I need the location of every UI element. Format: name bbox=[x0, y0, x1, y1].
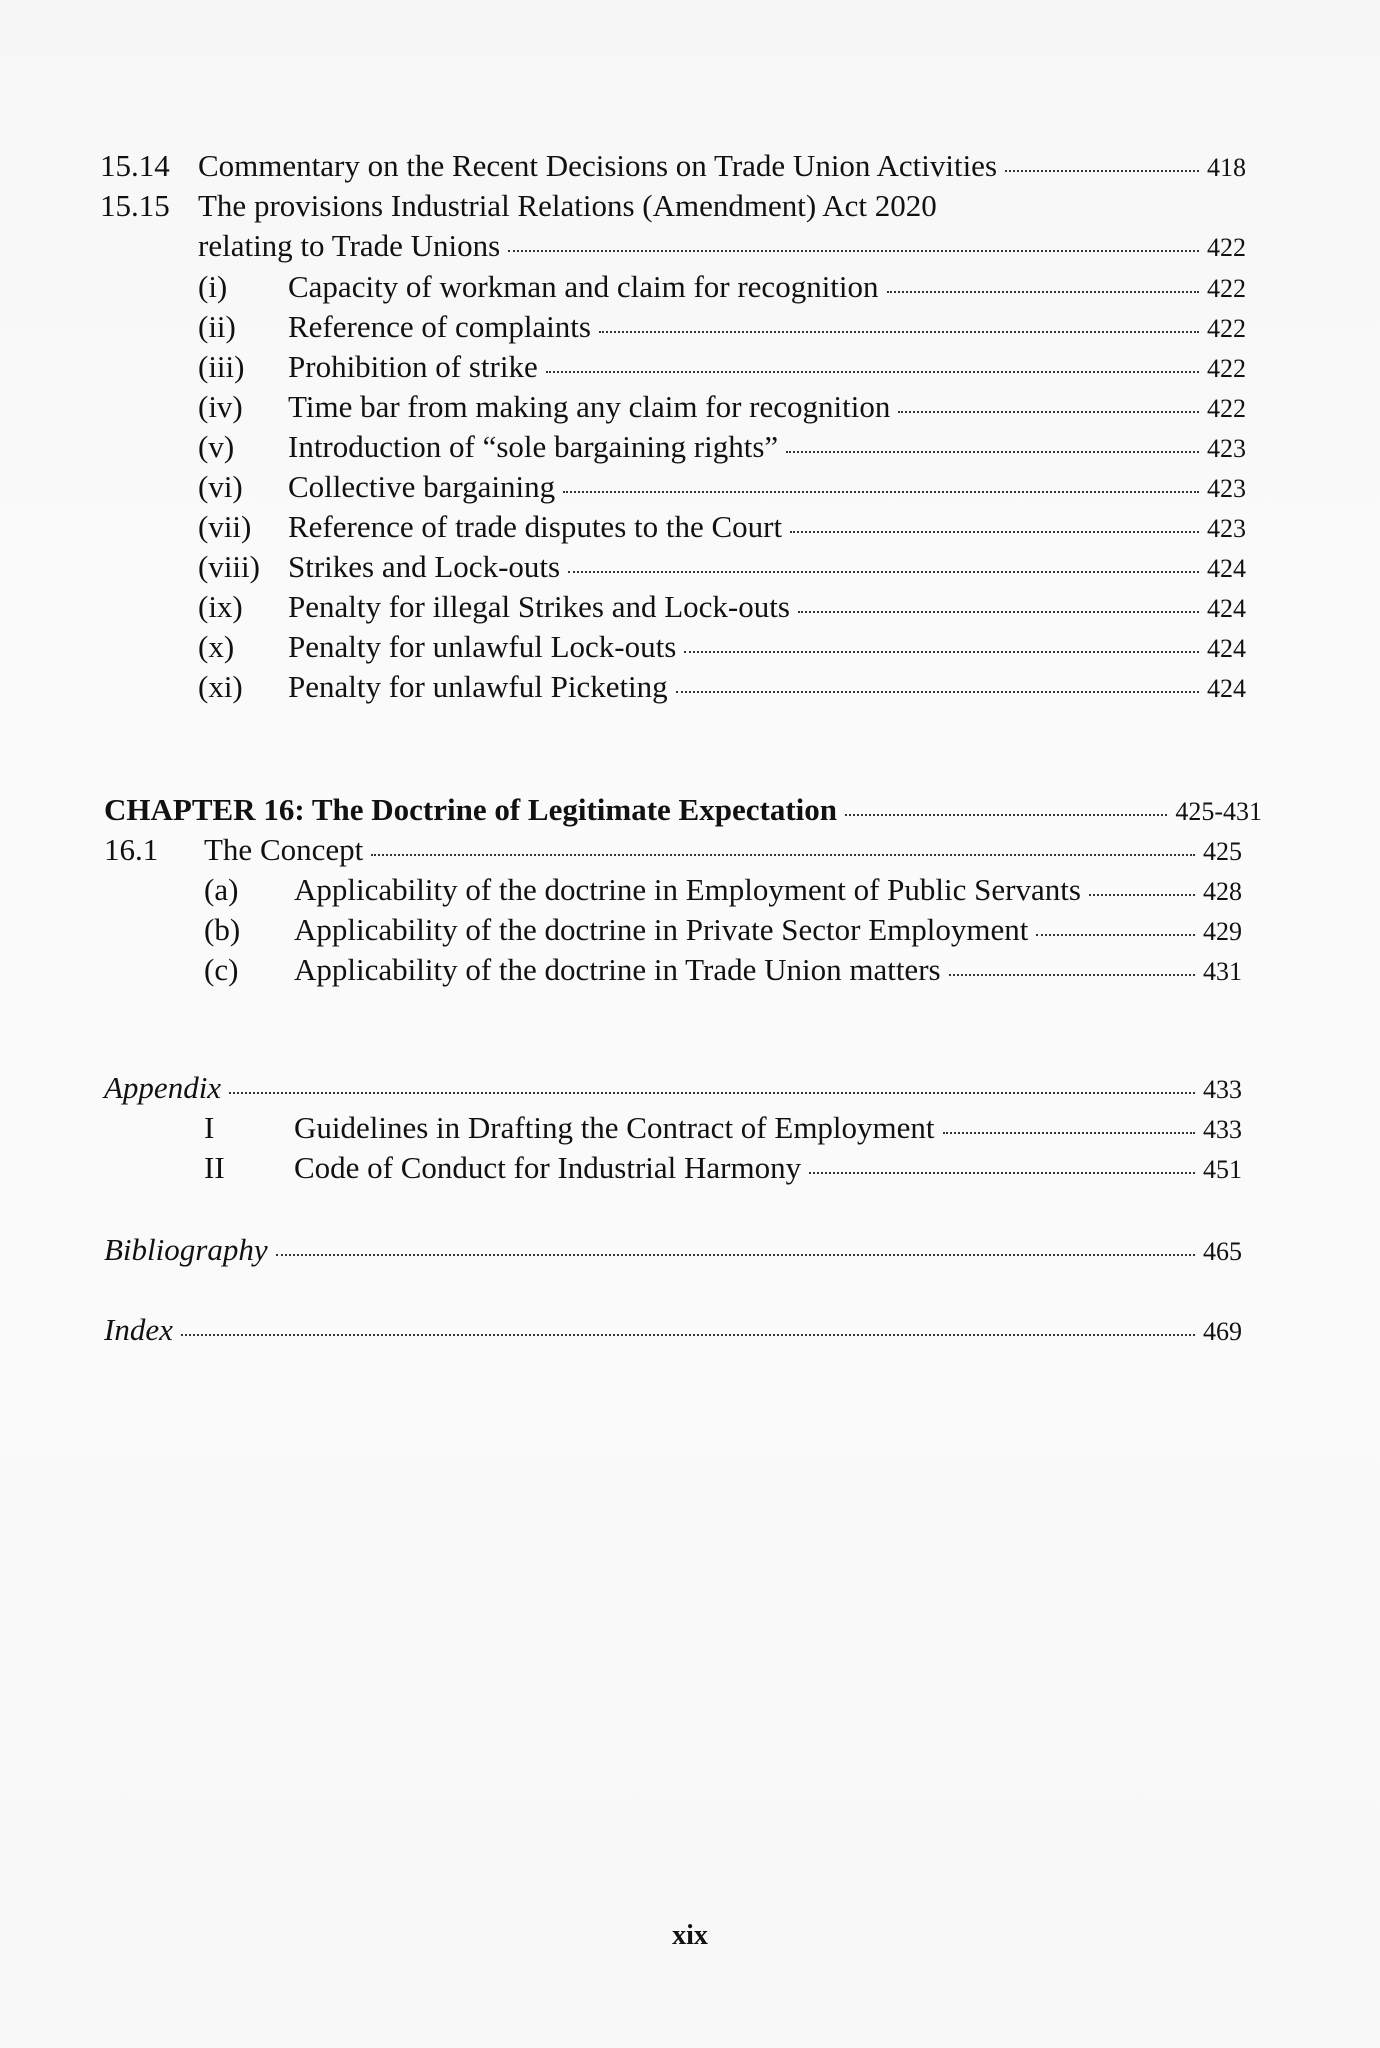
toc-entry-number: (iii) bbox=[198, 349, 245, 384]
toc-entry-title: Reference of trade disputes to the Court bbox=[288, 509, 783, 544]
toc-entry-16-1-a bbox=[204, 870, 1242, 912]
dot-leader bbox=[684, 651, 1199, 653]
toc-appendix bbox=[104, 1068, 1242, 1110]
toc-entry-title: Penalty for unlawful Lock-outs bbox=[288, 629, 677, 664]
toc-entry-number: II bbox=[204, 1150, 225, 1185]
toc-entry-title: Commentary on the Recent Decisions on Trade Union Activities bbox=[198, 148, 998, 183]
toc-appendix-i bbox=[204, 1108, 1242, 1150]
toc-entry-number: (ii) bbox=[198, 309, 236, 344]
dot-leader bbox=[568, 571, 1199, 573]
bibliography-heading: Bibliography bbox=[104, 1232, 268, 1267]
toc-entry-title: Prohibition of strike bbox=[288, 349, 538, 384]
toc-entry-number: (a) bbox=[204, 872, 239, 907]
toc-entry-number: (ix) bbox=[198, 589, 243, 624]
toc-index bbox=[104, 1310, 1242, 1352]
toc-entry-title: Code of Conduct for Industrial Harmony bbox=[294, 1150, 802, 1185]
toc-entry-number: 16.1 bbox=[104, 832, 159, 867]
dot-leader bbox=[229, 1092, 1195, 1094]
toc-entry-page: 422 bbox=[1207, 354, 1246, 383]
toc-entry-page: 428 bbox=[1203, 877, 1242, 906]
toc-entry-page: 451 bbox=[1203, 1155, 1242, 1184]
toc-entry-page: 424 bbox=[1207, 674, 1246, 703]
toc-chapter-16 bbox=[104, 790, 1262, 832]
toc-entry-title: Applicability of the doctrine in Employment of Public Servants bbox=[294, 872, 1081, 907]
toc-entry-title: Penalty for unlawful Picketing bbox=[288, 669, 668, 704]
dot-leader bbox=[809, 1172, 1195, 1174]
dot-leader bbox=[599, 331, 1199, 333]
toc-entry-16-1-b bbox=[204, 910, 1242, 952]
dot-leader bbox=[949, 974, 1195, 976]
toc-entry-15-15-vii bbox=[198, 507, 1246, 549]
toc-entry-page: 422 bbox=[1207, 394, 1246, 423]
toc-entry-number: 15.14 bbox=[100, 148, 170, 183]
toc-entry-title: Reference of complaints bbox=[288, 309, 591, 344]
toc-entry-title: Applicability of the doctrine in Private Sector Employment bbox=[294, 912, 1029, 947]
toc-appendix-ii bbox=[204, 1148, 1242, 1190]
toc-entry-page: 433 bbox=[1203, 1115, 1242, 1144]
toc-entry-number: (i) bbox=[198, 269, 228, 304]
toc-entry-page: 424 bbox=[1207, 594, 1246, 623]
dot-leader bbox=[898, 411, 1199, 413]
toc-entry-16-1-c bbox=[204, 950, 1242, 992]
toc-entry-title: Time bar from making any claim for recognition bbox=[288, 389, 891, 424]
toc-entry-page: 429 bbox=[1203, 917, 1242, 946]
toc-entry-15-15-i bbox=[198, 267, 1246, 309]
toc-entry-title: relating to Trade Unions bbox=[198, 228, 501, 263]
toc-entry-page: 422 bbox=[1207, 314, 1246, 343]
toc-entry-number: (vi) bbox=[198, 469, 243, 504]
toc-entry-page: 422 bbox=[1207, 233, 1246, 262]
dot-leader bbox=[1005, 170, 1199, 172]
toc-entry-title: Collective bargaining bbox=[288, 469, 556, 504]
toc-entry-title: The provisions Industrial Relations (Amendment) Act 2020 bbox=[198, 188, 937, 223]
dot-leader bbox=[563, 491, 1199, 493]
toc-entry-number: (vii) bbox=[198, 509, 252, 544]
toc-entry-title: Strikes and Lock-outs bbox=[288, 549, 561, 584]
toc-entry-title: Guidelines in Drafting the Contract of Employment bbox=[294, 1110, 935, 1145]
toc-entry-number: 15.15 bbox=[100, 188, 170, 223]
toc-entry-page: 469 bbox=[1203, 1317, 1242, 1346]
toc-entry-15-15-viii bbox=[198, 547, 1246, 589]
dot-leader bbox=[845, 814, 1167, 816]
dot-leader bbox=[276, 1254, 1195, 1256]
toc-entry-page: 424 bbox=[1207, 554, 1246, 583]
toc-entry-15-14 bbox=[100, 146, 1246, 188]
toc-entry-number: (b) bbox=[204, 912, 241, 947]
toc-entry-page: 423 bbox=[1207, 514, 1246, 543]
toc-bibliography bbox=[104, 1230, 1242, 1272]
toc-entry-15-15-xi bbox=[198, 667, 1246, 709]
toc-entry-page: 422 bbox=[1207, 274, 1246, 303]
toc-entry-page: 423 bbox=[1207, 434, 1246, 463]
toc-entry-page: 425 bbox=[1203, 837, 1242, 866]
toc-entry-15-15-x bbox=[198, 627, 1246, 669]
page-number: xix bbox=[672, 1920, 708, 1951]
toc-entry-title: Capacity of workman and claim for recognition bbox=[288, 269, 879, 304]
toc-entry-number: (c) bbox=[204, 952, 239, 987]
index-heading: Index bbox=[104, 1312, 173, 1347]
toc-entry-15-15-iv bbox=[198, 387, 1246, 429]
toc-entry-title: Introduction of “sole bargaining rights” bbox=[288, 429, 779, 464]
toc-entry-number: (viii) bbox=[198, 549, 260, 584]
dot-leader bbox=[546, 371, 1199, 373]
dot-leader bbox=[887, 291, 1199, 293]
toc-entry-16-1 bbox=[104, 830, 1242, 872]
dot-leader bbox=[943, 1132, 1195, 1134]
toc-entry-page: 425-431 bbox=[1175, 797, 1262, 826]
toc-entry-15-15-vi bbox=[198, 467, 1246, 509]
toc-entry-15-15 bbox=[100, 186, 1246, 226]
toc-entry-page: 424 bbox=[1207, 634, 1246, 663]
dot-leader bbox=[1089, 894, 1195, 896]
toc-entry-page: 433 bbox=[1203, 1075, 1242, 1104]
dot-leader bbox=[790, 531, 1199, 533]
toc-entry-15-15-ix bbox=[198, 587, 1246, 629]
dot-leader bbox=[181, 1334, 1195, 1336]
dot-leader bbox=[1036, 934, 1195, 936]
toc-entry-page: 431 bbox=[1203, 957, 1242, 986]
toc-entry-page: 423 bbox=[1207, 474, 1246, 503]
toc-entry-title: Applicability of the doctrine in Trade Union matters bbox=[294, 952, 941, 987]
dot-leader bbox=[676, 691, 1199, 693]
toc-entry-15-15-cont bbox=[198, 226, 1246, 268]
toc-entry-number: (xi) bbox=[198, 669, 243, 704]
dot-leader bbox=[508, 250, 1199, 252]
toc-entry-title: The Concept bbox=[204, 832, 364, 867]
appendix-heading: Appendix bbox=[104, 1070, 222, 1105]
toc-entry-number: (v) bbox=[198, 429, 235, 464]
dot-leader bbox=[798, 611, 1199, 613]
toc-entry-15-15-v bbox=[198, 427, 1246, 469]
toc-entry-number: (iv) bbox=[198, 389, 243, 424]
toc-entry-number: (x) bbox=[198, 629, 235, 664]
toc-entry-15-15-iii bbox=[198, 347, 1246, 389]
toc-entry-title: Penalty for illegal Strikes and Lock-outs bbox=[288, 589, 790, 624]
chapter-heading: CHAPTER 16: The Doctrine of Legitimate Expectation bbox=[104, 792, 837, 827]
dot-leader bbox=[371, 854, 1195, 856]
dot-leader bbox=[786, 451, 1199, 453]
toc-entry-page: 465 bbox=[1203, 1237, 1242, 1266]
toc-entry-number: I bbox=[204, 1110, 215, 1145]
toc-entry-15-15-ii bbox=[198, 307, 1246, 349]
toc-entry-page: 418 bbox=[1207, 153, 1246, 182]
